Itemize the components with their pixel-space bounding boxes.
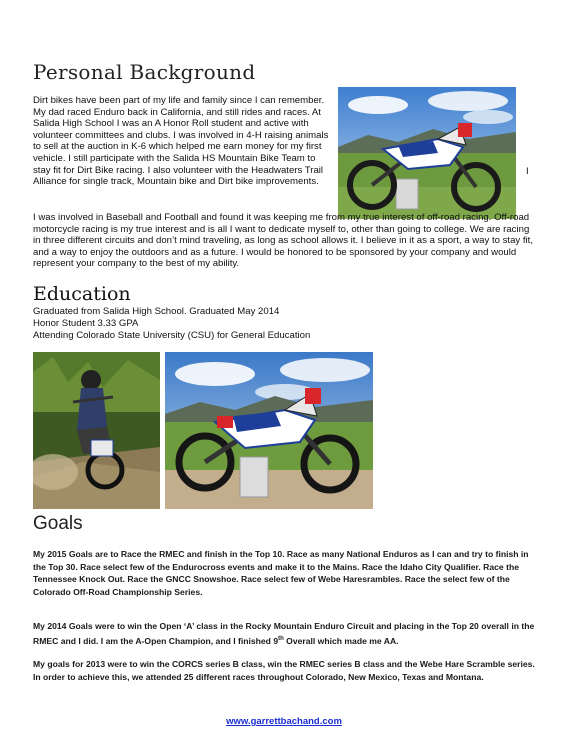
- goals-paragraph-2013: My goals for 2013 were to win the CORCS series B class, win the RMEC series B class and the Webe Hare Scramble series. In order to achieve this, we attended 25 different races throughout Colorado, New Mexico, Texas and Montana.: [33, 659, 535, 682]
- goals-2014-superscript: th: [278, 635, 284, 642]
- personal-paragraph-2: I was involved in Baseball and Football and found it was keeping me from my true interest of off-road racing. Off-road motorcycle racing is my true interest and is all I want to dedicate myself to, other than going to college. We are racing in three different circuits and don’t mind traveling, as long as school allows it. I believe in it as a sport, a way to stay fit, and a way to enjoy the outdoors and as a future. I would be honored to be sponsored by your company and would represent your company to the best of my ability.: [33, 212, 534, 270]
- dirt-bike-photo: [338, 87, 516, 219]
- education-heading: Education: [33, 283, 131, 305]
- dirt-bike-stand-photo: [165, 352, 373, 509]
- rider-forest-photo: [33, 352, 160, 509]
- goals-2014-text-end: Overall which made me AA.: [283, 635, 399, 646]
- goals-heading: Goals: [33, 513, 83, 534]
- personal-paragraph-1: Dirt bikes have been part of my life and family since I can remember. My dad raced Enduro back in California, and still rides and races. At Salida High School I was an A Honor Roll student and active with volunteer committees and clubs. I was involved in 4-H raising animals to sell at the auction in K-6 which helped me earn money for my first vehicle. I still participate with the Salida HS Mountain Bike Team to stay fit for Dirt Bike racing. I also volunteer with the Headwaters Trail Alliance for single track, Mountain bike and Dirt bike improvements.: [33, 95, 329, 188]
- goals-paragraph-2014: [33, 620, 538, 647]
- goals-paragraph-2015: My 2015 Goals are to Race the RMEC and finish in the Top 10. Race as many National Enduros as I can and try to finish in the Top 30. Race select few of the Endurocross events and make it to the Mains. Race the Idaho City Qualifier. Race the Tennessee Knock Out. Race the GNCC Snowshoe. Race select few of Webe Haresrambles. Race the select few of the Colorado Off-Road Championship Series.: [33, 549, 529, 597]
- goals-2014-text: My 2014 Goals were to win the Open ‘A’ class in the Rocky Mountain Enduro Circuit and placing in the Top 20 overall in the RMEC and I did. I am the A-Open Champion, and I finished 9: [33, 621, 535, 646]
- website-link[interactable]: www.garrettbachand.com: [226, 716, 342, 727]
- education-line-1: Graduated from Salida High School. Graduated May 2014: [33, 306, 280, 317]
- footer: [0, 711, 568, 729]
- personal-background-heading: Personal Background: [33, 60, 256, 84]
- education-line-3: Attending Colorado State University (CSU) for General Education: [33, 330, 311, 341]
- education-line-2: Honor Student 3.33 GPA: [33, 318, 139, 329]
- side-mark: I: [526, 166, 529, 177]
